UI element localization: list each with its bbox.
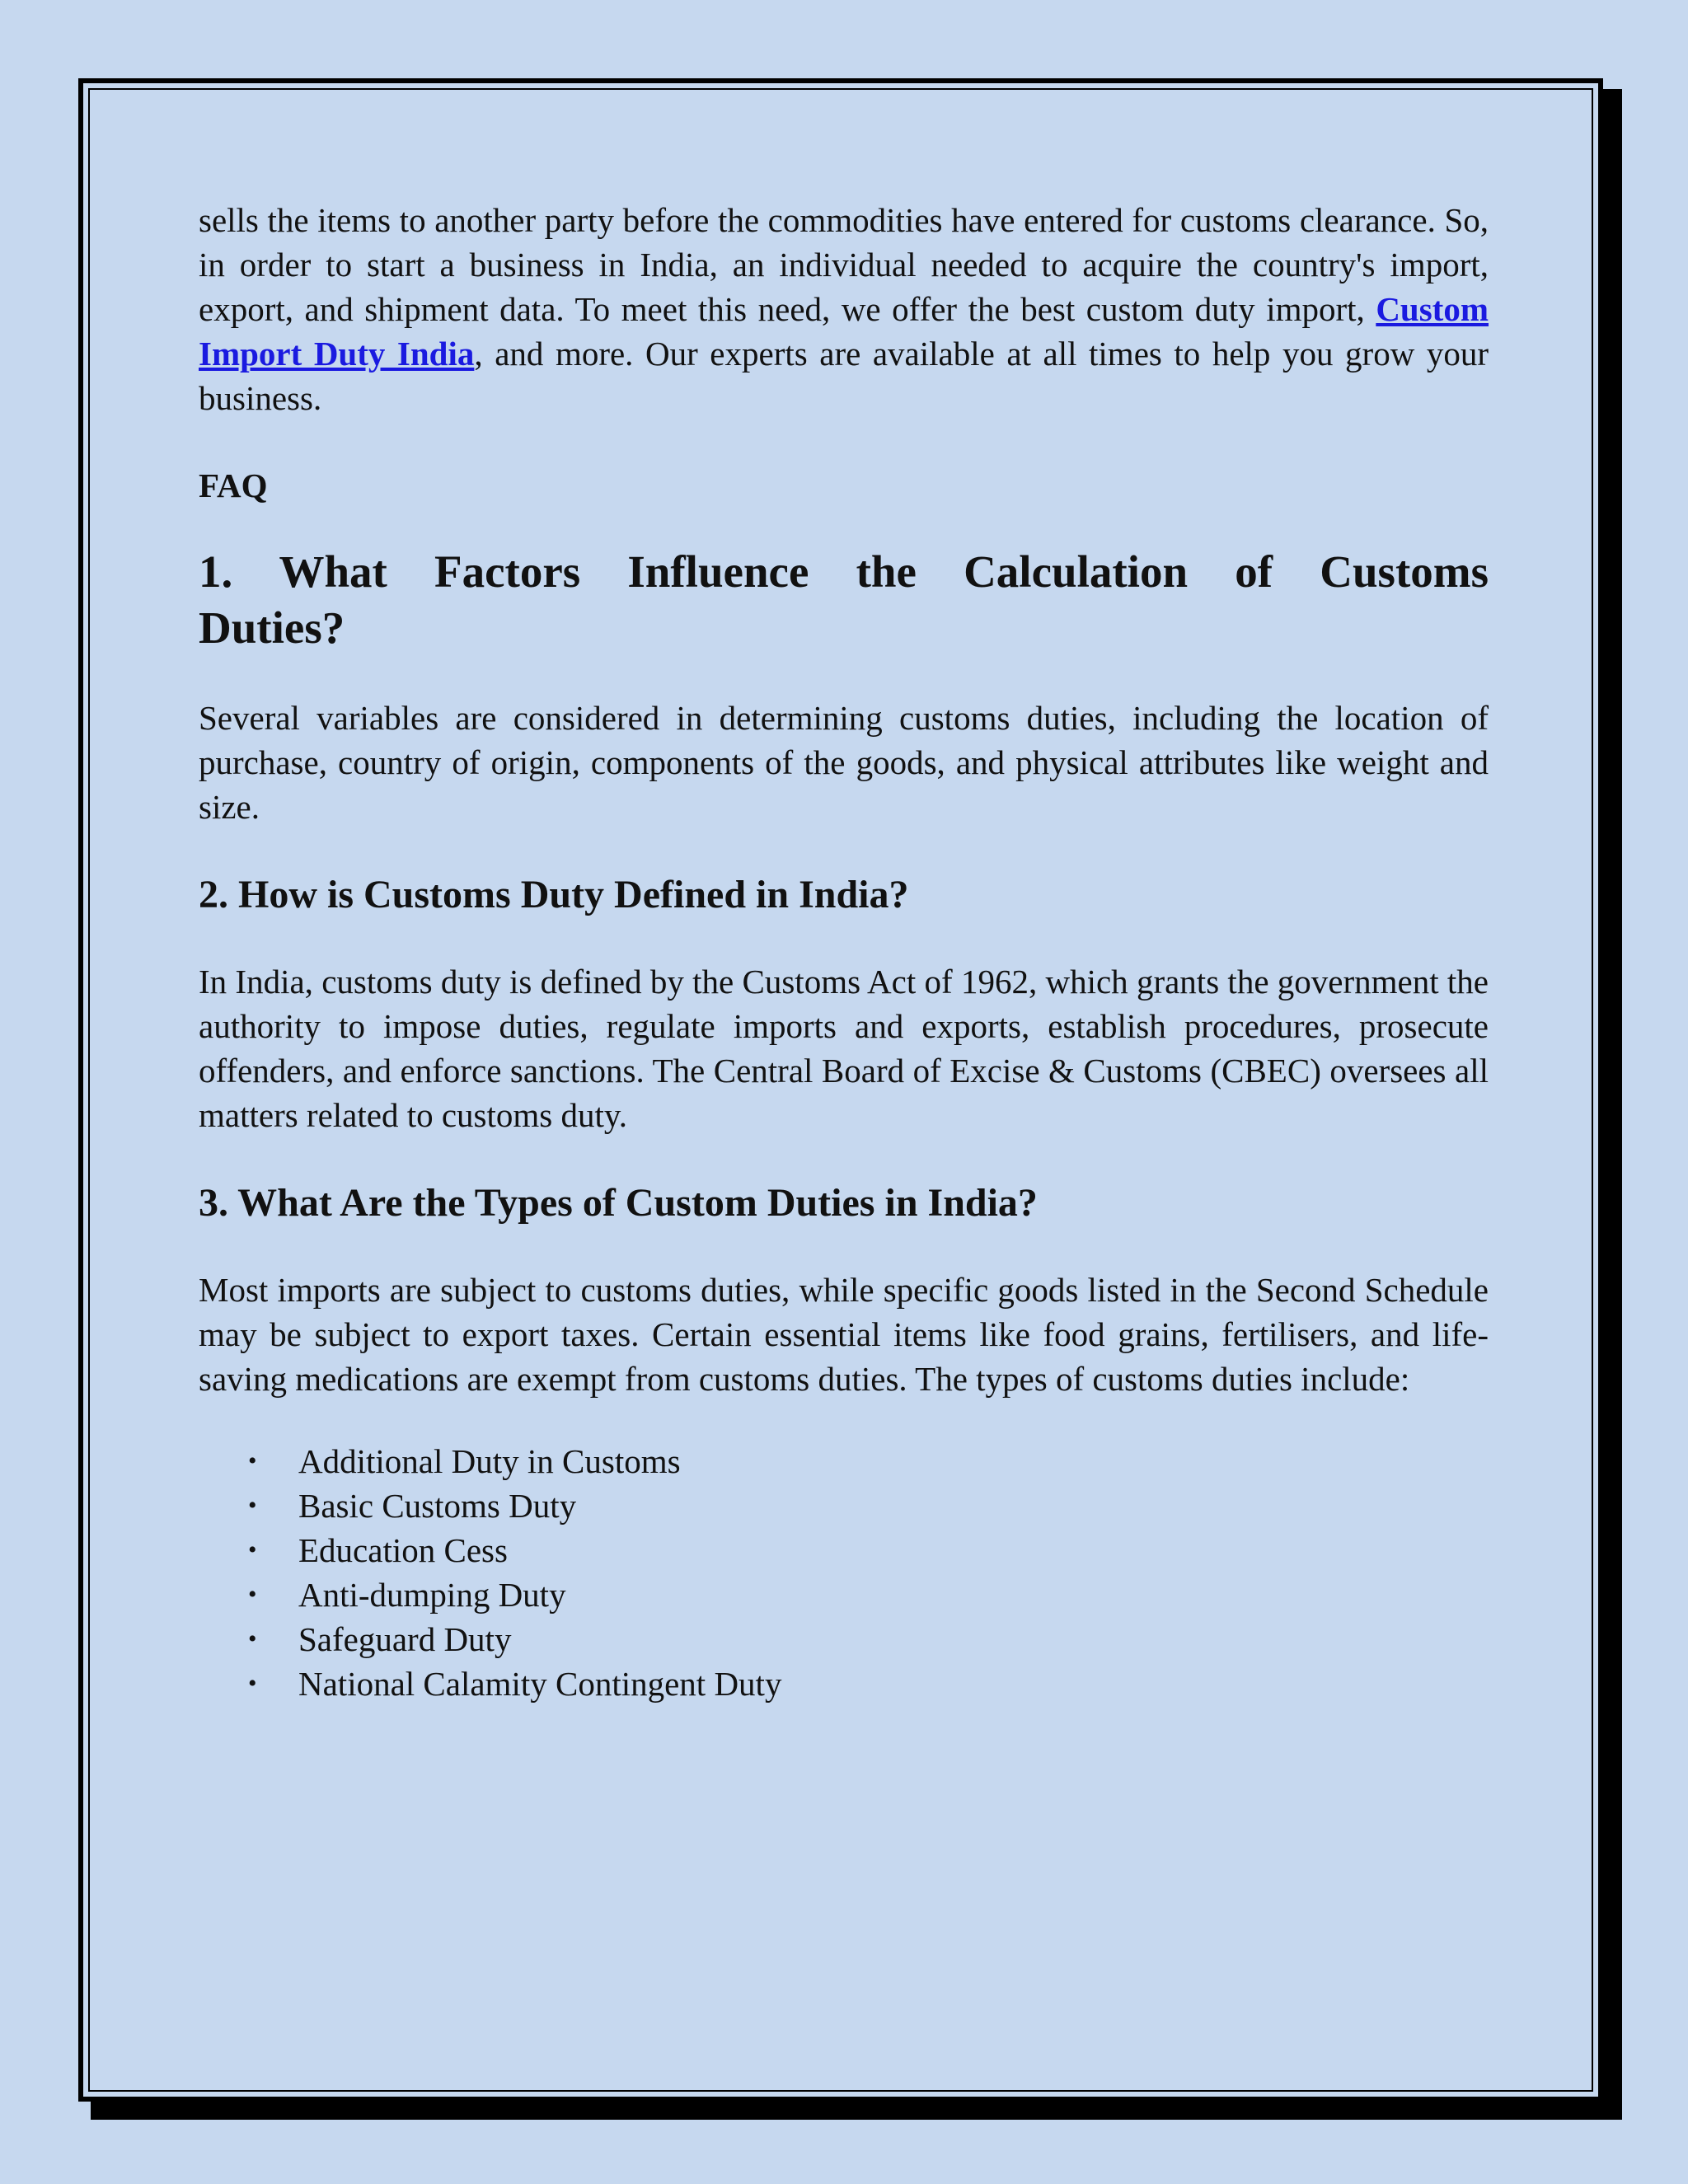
- custom-import-duty-link[interactable]: Custom Import Duty India: [199, 290, 1489, 373]
- list-item: [248, 1572, 1489, 1617]
- list-item-text: Anti-dumping Duty: [298, 1576, 566, 1614]
- bullet-icon: •: [248, 1670, 257, 1697]
- list-item: [248, 1617, 1489, 1661]
- faq-question-1-line2: Duties?: [199, 602, 345, 653]
- faq-answer-3: Most imports are subject to customs duties, while specific goods listed in the Second Schedule may be subject to export taxes. Certain essential items like food grains, fertilisers, and life-saving medications are exempt from customs duties. The types of customs duties include:: [199, 1271, 1489, 1398]
- bullet-icon: •: [248, 1625, 257, 1652]
- faq-answer-1: Several variables are considered in determining customs duties, including the location of purchase, country of origin, components of the goods, and physical attributes like weight and size.: [199, 699, 1489, 826]
- faq-answer-2: In India, customs duty is defined by the Customs Act of 1962, which grants the government the authority to impose duties, regulate imports and exports, establish procedures, prosecute offenders, and enforce sanctions. The Central Board of Excise & Customs (CBEC) oversees all matters related to customs duty.: [199, 963, 1489, 1134]
- list-item-text: Basic Customs Duty: [298, 1487, 577, 1525]
- list-item: [248, 1483, 1489, 1528]
- bullet-icon: •: [248, 1581, 257, 1608]
- bullet-icon: •: [248, 1536, 257, 1563]
- list-item-text: National Calamity Contingent Duty: [298, 1665, 782, 1703]
- intro-paragraph: [199, 198, 1489, 420]
- faq-question-1-line1: 1. What Factors Influence the Calculation of Customs: [199, 546, 1489, 597]
- document-content: [199, 198, 1489, 1706]
- faq-question-1: [199, 544, 1489, 656]
- bullet-icon: •: [248, 1447, 257, 1474]
- list-item: [248, 1439, 1489, 1483]
- intro-text-after-link: , and more. Our experts are available at all times to help you grow your business.: [199, 335, 1489, 417]
- list-item: [248, 1661, 1489, 1706]
- list-item-text: Education Cess: [298, 1531, 508, 1569]
- duty-types-list: [199, 1439, 1489, 1706]
- faq-question-2: 2. How is Customs Duty Defined in India?: [199, 873, 909, 916]
- faq-label: FAQ: [199, 466, 268, 504]
- bullet-icon: •: [248, 1492, 257, 1519]
- list-item-text: Safeguard Duty: [298, 1620, 512, 1658]
- list-item: [248, 1528, 1489, 1572]
- list-item-text: Additional Duty in Customs: [298, 1442, 681, 1480]
- faq-question-3: 3. What Are the Types of Custom Duties in India?: [199, 1181, 1038, 1225]
- intro-text-before-link: sells the items to another party before the commodities have entered for customs clearance. So, in order to start a business in India, an individual needed to acquire the country's import, export, and shipment data. To meet this need, we offer the best custom duty import,: [199, 201, 1489, 328]
